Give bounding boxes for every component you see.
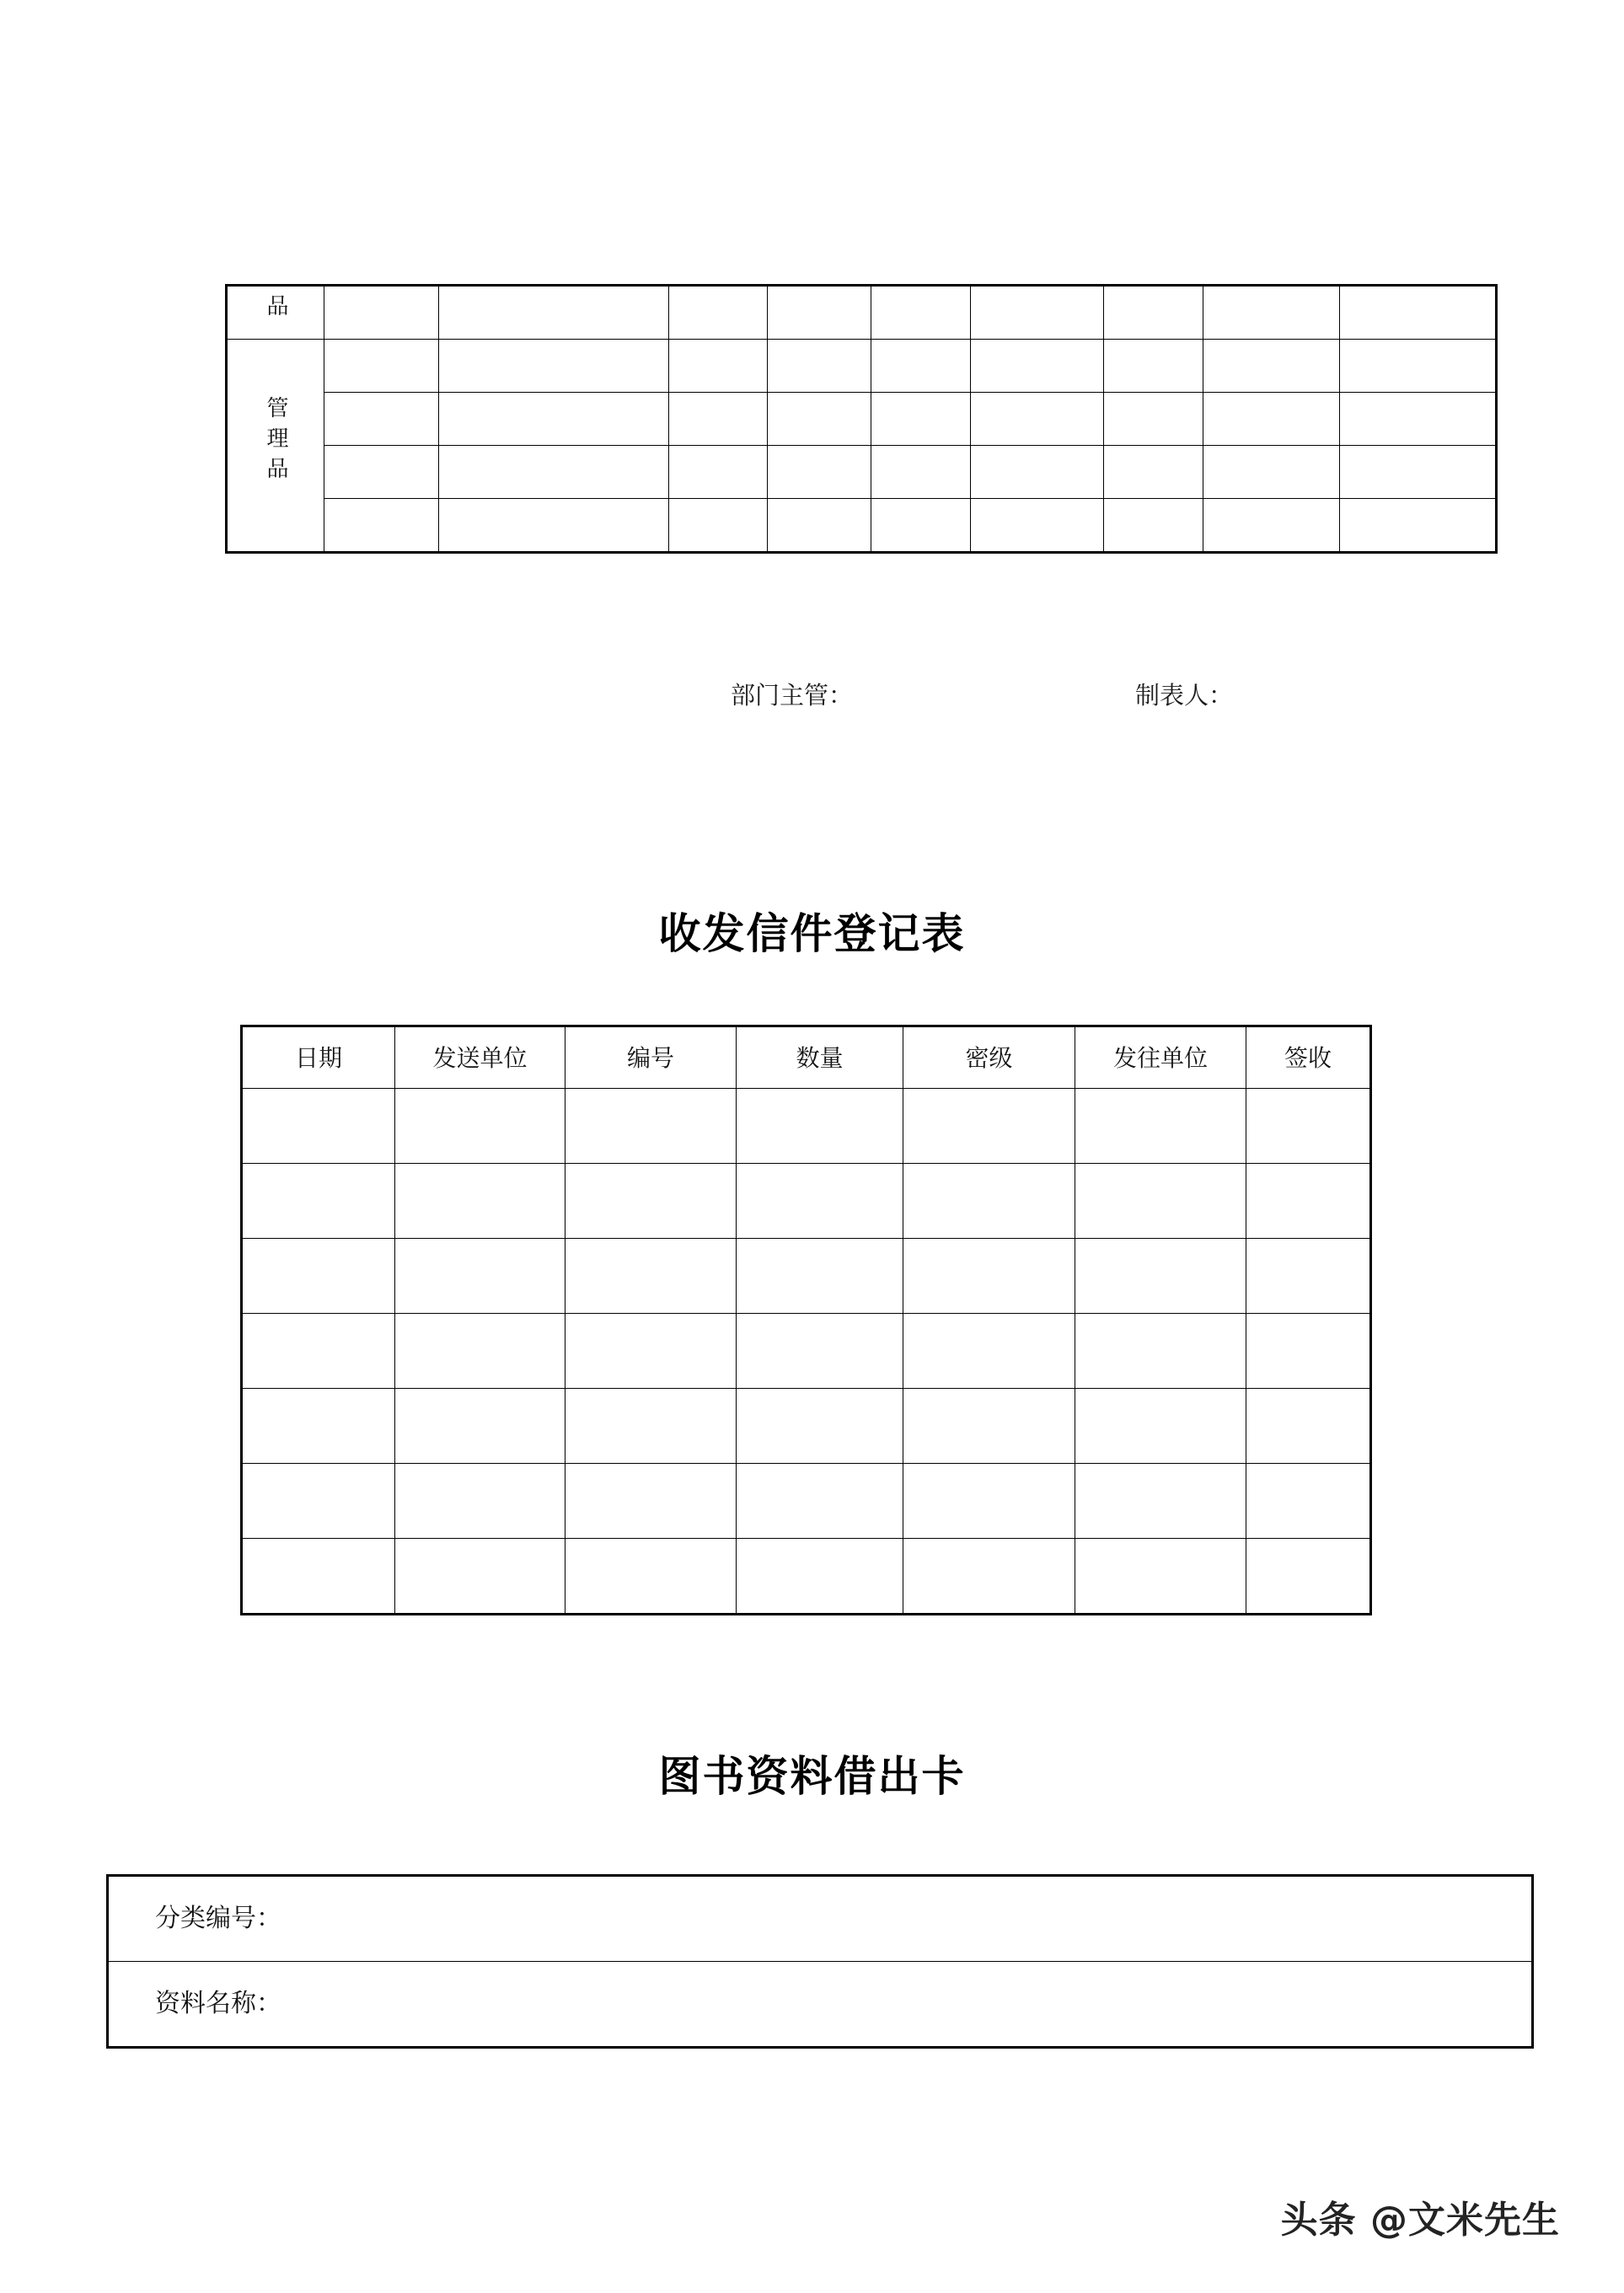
mail-cell[interactable] [242,1539,395,1615]
mail-cell[interactable] [565,1389,737,1464]
inventory-cell[interactable] [439,499,669,553]
inventory-cell[interactable] [1203,340,1340,393]
mail-cell[interactable] [395,1539,565,1615]
inventory-cell[interactable] [324,393,439,446]
table-row [242,1164,1371,1239]
mail-cell[interactable] [903,1539,1075,1615]
table-row [227,446,1497,499]
inventory-cell[interactable] [439,393,669,446]
mail-cell[interactable] [903,1239,1075,1314]
inventory-cell[interactable] [324,446,439,499]
inventory-cell[interactable] [669,499,768,553]
table-row [108,1876,1533,1962]
mail-cell[interactable] [1246,1464,1371,1539]
mail-cell[interactable] [565,1164,737,1239]
mail-cell[interactable] [903,1164,1075,1239]
column-header-quantity: 数量 [737,1026,903,1089]
inventory-cell[interactable] [971,340,1104,393]
mail-cell[interactable] [242,1164,395,1239]
mail-cell[interactable] [737,1389,903,1464]
column-header-confidentiality: 密级 [903,1026,1075,1089]
mail-cell[interactable] [1075,1389,1246,1464]
inventory-cell[interactable] [768,340,871,393]
preparer-signature-label: 制表人： [1135,681,1234,710]
mail-cell[interactable] [1246,1314,1371,1389]
inventory-cell[interactable] [971,446,1104,499]
inventory-cell[interactable] [1203,499,1340,553]
mail-cell[interactable] [1246,1164,1371,1239]
inventory-cell[interactable] [1203,393,1340,446]
inventory-cell[interactable] [768,393,871,446]
inventory-cell[interactable] [871,393,971,446]
mail-cell[interactable] [395,1239,565,1314]
table-row [227,499,1497,553]
inventory-cell[interactable] [1104,340,1203,393]
inventory-cell[interactable] [669,393,768,446]
mail-register-table-wrapper [240,1025,1369,1615]
mail-cell[interactable] [1246,1539,1371,1615]
book-card-table-wrapper [106,1874,1534,2049]
inventory-cell[interactable] [971,393,1104,446]
mail-cell[interactable] [565,1314,737,1389]
inventory-cell[interactable] [1203,446,1340,499]
mail-cell[interactable] [1246,1239,1371,1314]
inventory-table [225,284,1498,554]
mail-cell[interactable] [1075,1314,1246,1389]
inventory-cell[interactable] [768,499,871,553]
watermark-text: 头条 @文米先生 [1280,2199,1560,2242]
inventory-cell[interactable] [871,340,971,393]
book-card-table [106,1874,1534,2049]
mail-cell[interactable] [737,1464,903,1539]
table-row [227,286,1497,340]
inventory-cell[interactable] [439,446,669,499]
inventory-cell[interactable] [669,286,768,340]
column-header-sending-unit: 发送单位 [395,1026,565,1089]
mail-cell[interactable] [1246,1389,1371,1464]
table-row [108,1962,1533,2048]
mail-cell[interactable] [1246,1089,1371,1164]
mail-cell[interactable] [737,1239,903,1314]
mail-cell[interactable] [242,1239,395,1314]
column-header-date: 日期 [242,1026,395,1089]
mail-cell[interactable] [1075,1539,1246,1615]
inventory-cell[interactable] [871,499,971,553]
inventory-label-group: 管理品 [263,396,288,488]
column-header-serial-number: 编号 [565,1026,737,1089]
mail-cell[interactable] [565,1089,737,1164]
supervisor-signature-label: 部门主管： [731,681,854,710]
inventory-cell[interactable] [1104,446,1203,499]
inventory-label-top: 品 [263,293,288,324]
inventory-cell[interactable] [324,499,439,553]
field-material-name[interactable]: 资料名称： [108,1962,1533,2048]
mail-cell[interactable] [737,1089,903,1164]
mail-cell[interactable] [565,1539,737,1615]
inventory-cell[interactable] [1104,286,1203,340]
mail-cell[interactable] [1075,1089,1246,1164]
table-row [242,1239,1371,1314]
mail-cell[interactable] [737,1164,903,1239]
mail-cell[interactable] [395,1164,565,1239]
inventory-cell[interactable] [1340,393,1497,446]
table-row [227,393,1497,446]
inventory-cell[interactable] [971,499,1104,553]
mail-cell[interactable] [242,1389,395,1464]
inventory-cell[interactable] [871,286,971,340]
inventory-cell[interactable] [1340,446,1497,499]
mail-register-table [240,1025,1372,1615]
inventory-cell[interactable] [1340,286,1497,340]
table-row [227,340,1497,393]
inventory-cell[interactable] [1104,393,1203,446]
table-header-row [242,1026,1371,1089]
inventory-cell[interactable] [971,286,1104,340]
column-header-signature: 签收 [1246,1026,1371,1089]
inventory-cell[interactable] [324,286,439,340]
inventory-cell[interactable] [1203,286,1340,340]
mail-cell[interactable] [242,1314,395,1389]
mail-cell[interactable] [242,1464,395,1539]
inventory-cell-group-label[interactable] [227,340,324,553]
inventory-cell[interactable] [439,340,669,393]
table-row [242,1089,1371,1164]
mail-cell[interactable] [395,1389,565,1464]
inventory-cell-label-top[interactable] [227,286,324,340]
mail-cell[interactable] [395,1464,565,1539]
mail-cell[interactable] [395,1089,565,1164]
inventory-cell[interactable] [871,446,971,499]
inventory-table-wrapper [225,284,1495,554]
inventory-cell[interactable] [324,340,439,393]
mail-cell[interactable] [903,1314,1075,1389]
inventory-cell[interactable] [1104,499,1203,553]
mail-cell[interactable] [737,1539,903,1615]
inventory-cell[interactable] [439,286,669,340]
inventory-cell[interactable] [669,340,768,393]
table-row [242,1314,1371,1389]
mail-cell[interactable] [1075,1464,1246,1539]
mail-cell[interactable] [395,1314,565,1389]
mail-cell[interactable] [1075,1164,1246,1239]
inventory-cell[interactable] [768,446,871,499]
mail-cell[interactable] [565,1464,737,1539]
mail-section-title: 收发信件登记表 [658,908,966,958]
inventory-cell[interactable] [1340,499,1497,553]
book-section-title: 图书资料借出卡 [658,1751,966,1801]
table-row [242,1539,1371,1615]
table-row [242,1389,1371,1464]
table-row [242,1464,1371,1539]
mail-cell[interactable] [903,1464,1075,1539]
inventory-cell[interactable] [669,446,768,499]
mail-cell[interactable] [737,1314,903,1389]
inventory-cell[interactable] [768,286,871,340]
mail-cell[interactable] [1075,1239,1246,1314]
inventory-cell[interactable] [1340,340,1497,393]
mail-cell[interactable] [903,1389,1075,1464]
column-header-destination-unit: 发往单位 [1075,1026,1246,1089]
mail-cell[interactable] [903,1089,1075,1164]
mail-cell[interactable] [242,1089,395,1164]
field-classification-number[interactable]: 分类编号： [108,1876,1533,1962]
mail-cell[interactable] [565,1239,737,1314]
